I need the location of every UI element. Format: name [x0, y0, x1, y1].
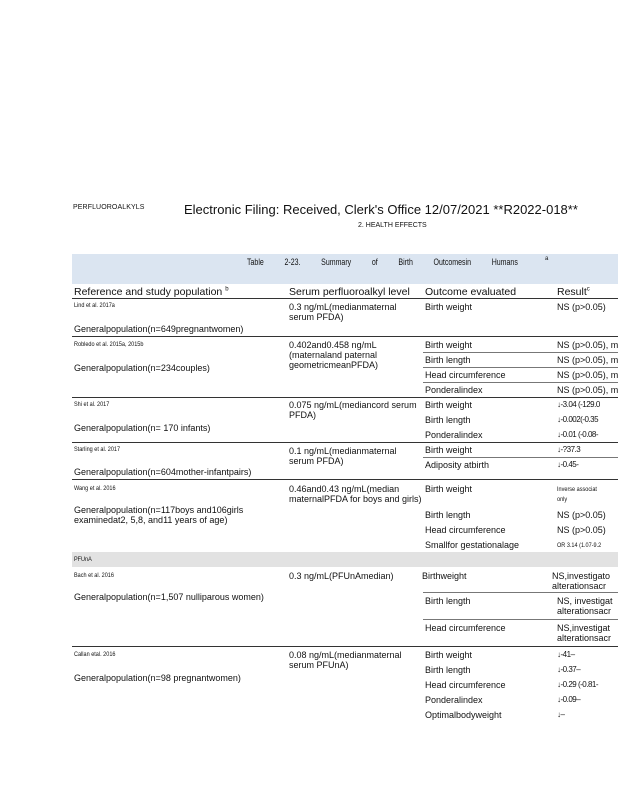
result-cell: NS (p>0.05), m	[557, 355, 618, 365]
result-cell: ↓-0.45-	[557, 460, 579, 469]
study-population: Generalpopulation(n=649pregnantwomen)	[74, 324, 244, 334]
outcome-cell: Birth length	[425, 596, 471, 606]
column-header-outcome: Outcome evaluated	[425, 286, 517, 298]
result-cell: ↓-?37.3	[557, 445, 581, 454]
filing-stamp: Electronic Filing: Received, Clerk's Office 12/07/2021 **R2022-018**	[184, 202, 578, 217]
outcome-cell: Ponderalindex	[425, 430, 483, 440]
running-header-left: PERFLUOROALKYLS	[73, 204, 145, 211]
result-cell-continued: only	[557, 496, 568, 503]
row-rule	[423, 382, 618, 383]
outcome-cell: Adiposity atbirth	[425, 460, 490, 470]
serum-level: 0.3 ng/mL(PFUnAmedian)	[289, 571, 394, 581]
caption-part: of	[371, 257, 378, 267]
study-population: Generalpopulation(n=117boys and106girls examinedat2, 5,8, and11 years of age)	[74, 505, 244, 525]
result-cell: OR 3.14 (1.07-9.2	[557, 542, 602, 549]
outcome-cell: Birth weight	[425, 650, 473, 660]
outcome-cell: Birth length	[425, 510, 471, 520]
outcome-cell: Birth weight	[425, 484, 473, 494]
row-rule	[72, 479, 618, 480]
result-cell-continued: alterationsacr	[557, 606, 612, 616]
row-rule	[72, 336, 618, 337]
outcome-cell: Birthweight	[422, 571, 467, 581]
outcome-cell: Birth length	[425, 415, 471, 425]
study-population: Generalpopulation(n=604mother-infantpairs)	[74, 467, 252, 477]
caption-part: 2-23.	[284, 257, 301, 267]
caption-part: Table	[247, 257, 264, 267]
compound-label: PFUnA	[74, 556, 92, 563]
column-header-result: Result$^c$	[557, 286, 590, 298]
caption-part: Birth	[398, 257, 413, 267]
result-cell-continued: alterationsacr	[557, 633, 612, 643]
row-rule	[423, 367, 618, 368]
study-reference: Starling et al. 2017	[74, 446, 121, 453]
study-reference: Robledo et al. 2015a, 2015b	[74, 341, 144, 348]
outcome-cell: Ponderalindex	[425, 385, 483, 395]
caption-footnote-mark: a	[545, 256, 549, 262]
outcome-cell: Head circumference	[425, 370, 506, 380]
caption-part: Summary	[321, 257, 352, 267]
serum-level: 0.46and0.43 ng/mL(median maternalPFDA for boys and girls)	[289, 484, 422, 504]
serum-level: 0.1 ng/mL(medianmaternal serum PFDA)	[289, 446, 397, 466]
outcome-cell: Head circumference	[425, 525, 506, 535]
serum-level: 0.075 ng/mL(mediancord serum PFDA)	[289, 400, 417, 420]
study-reference: Wang et al. 2016	[74, 485, 116, 492]
study-population: Generalpopulation(n=234couples)	[74, 363, 210, 373]
outcome-cell: Birth weight	[425, 400, 473, 410]
result-cell: ↓-41–	[557, 650, 575, 659]
study-population: Generalpopulation(n=98 pregnantwomen)	[74, 673, 241, 683]
study-population: Generalpopulation(n=1,507 nulliparous women)	[74, 592, 264, 602]
row-rule	[423, 592, 618, 593]
study-reference: Callan etal. 2016	[74, 651, 116, 658]
outcome-cell: Birth weight	[425, 302, 473, 312]
outcome-cell: Birth length	[425, 665, 471, 675]
result-cell: ↓-0.37–	[557, 665, 581, 674]
row-rule	[423, 619, 618, 620]
result-cell: Inverse associat	[557, 486, 597, 493]
result-cell: ↓-0.002(-0.35	[557, 415, 599, 424]
result-cell: NS (p>0.05)	[557, 510, 606, 520]
result-cell: ↓-0.09–	[557, 695, 581, 704]
row-rule	[423, 457, 618, 458]
header-rule	[72, 298, 618, 299]
result-cell: NS (p>0.05), m	[557, 370, 618, 380]
outcome-cell: Optimalbodyweight	[425, 710, 502, 720]
outcome-cell: Birth weight	[425, 340, 473, 350]
compound-band	[72, 552, 618, 567]
result-cell: ↓-0.01 (-0.08-	[557, 430, 599, 439]
column-header-serum: Serum perfluoroalkyl level	[289, 286, 410, 298]
serum-level: 0.3 ng/mL(medianmaternal serum PFDA)	[289, 302, 397, 322]
study-reference: Shi et al. 2017	[74, 401, 110, 408]
outcome-cell: Head circumference	[425, 623, 506, 633]
result-cell: NS (p>0.05), m	[557, 340, 618, 350]
study-population: Generalpopulation(n= 170 infants)	[74, 423, 211, 433]
outcome-cell: Head circumference	[425, 680, 506, 690]
row-rule	[72, 397, 618, 398]
result-cell-continued: alterationsacr	[552, 581, 607, 591]
row-rule	[72, 442, 618, 443]
outcome-cell: Birth length	[425, 355, 471, 365]
outcome-cell: Birth weight	[425, 445, 473, 455]
result-cell: ↓-3.04 (-129.0	[557, 400, 600, 409]
row-rule	[72, 646, 618, 647]
column-header-reference: Reference and study population $^b$	[74, 286, 229, 298]
outcome-cell: Ponderalindex	[425, 695, 483, 705]
result-cell: NS (p>0.05), m	[557, 385, 618, 395]
result-cell: NS (p>0.05)	[557, 302, 606, 312]
section-label: 2. HEALTH EFFECTS	[358, 222, 427, 229]
serum-level: 0.402and0.458 ng/mL (maternaland paternal geometricmeanPFDA)	[289, 340, 379, 370]
study-reference: Bach et al. 2016	[74, 572, 114, 579]
caption-part: Humans	[491, 257, 518, 267]
result-cell: NS,investigato	[552, 571, 611, 581]
result-cell: NS (p>0.05)	[557, 525, 606, 535]
result-cell: NS,investigat	[557, 623, 611, 633]
result-cell: NS, investigat	[557, 596, 613, 606]
caption-part: Outcomesin	[433, 257, 472, 267]
table-caption	[247, 257, 537, 267]
result-cell: ↓-0.29 (-0.81-	[557, 680, 599, 689]
row-rule	[423, 352, 618, 353]
result-cell: ↓–	[557, 710, 565, 719]
outcome-cell: Smallfor gestationalage	[425, 540, 520, 550]
serum-level: 0.08 ng/mL(medianmaternal serum PFUnA)	[289, 650, 402, 670]
study-reference: Lind et al. 2017a	[74, 302, 115, 309]
